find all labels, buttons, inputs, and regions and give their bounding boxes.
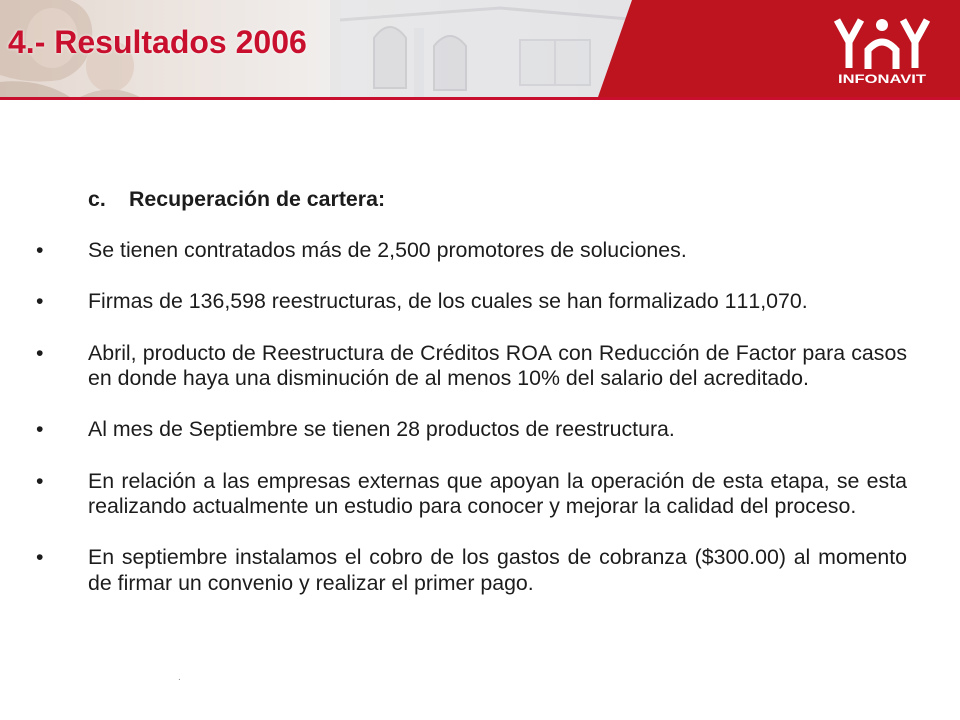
bullet-marker: • xyxy=(36,417,44,442)
bullet-item xyxy=(0,341,907,392)
logo-right-figure-icon xyxy=(903,20,927,68)
bullet-text: En relación a las empresas externas que apoyan la operación de esta etapa, se esta realizando actualmente un estudio para conocer y mejorar la calidad del proceso. xyxy=(88,468,907,519)
content xyxy=(0,187,960,622)
bullet-text: Firmas de 136,598 reestructuras, de los cuales se han formalizado 111,070. xyxy=(88,289,808,314)
header-divider xyxy=(0,97,960,100)
bullet-item xyxy=(0,417,907,443)
section-marker: c. xyxy=(88,187,106,211)
bullet-item xyxy=(0,238,907,264)
section-heading-text: Recuperación de cartera: xyxy=(129,187,386,211)
photo-building xyxy=(330,0,640,97)
bullet-text: Abril, producto de Reestructura de Créditos ROA con Reducción de Factor para casos en donde haya una disminución de al menos 10% del salario del acreditado. xyxy=(88,340,907,391)
bullet-text: Se tienen contratados más de 2,500 promotores de soluciones. xyxy=(88,238,687,263)
bullet-marker: • xyxy=(36,468,44,493)
infonavit-logo xyxy=(832,14,932,90)
bullet-item xyxy=(0,289,907,315)
section-heading xyxy=(0,187,960,213)
bullet-item xyxy=(0,545,907,596)
bullet-marker: • xyxy=(36,545,44,570)
bullet-text: En septiembre instalamos el cobro de los gastos de cobranza ($300.00) al momento de firmar un convenio y realizar el primer pago. xyxy=(88,545,907,595)
logo-left-figure-icon xyxy=(837,20,861,68)
header xyxy=(0,0,960,97)
bullet-marker: • xyxy=(36,238,44,263)
logo-middle-figure-icon xyxy=(868,42,896,69)
bullet-marker: • xyxy=(36,289,44,314)
bullet-marker: • xyxy=(36,340,44,365)
bullet-list xyxy=(0,238,960,596)
footer-mark: . xyxy=(178,672,181,683)
bullet-item xyxy=(0,469,907,520)
logo-text: INFONAVIT xyxy=(838,72,927,86)
page-title: 4.- Resultados 2006 xyxy=(8,24,307,60)
logo-head-icon xyxy=(876,19,888,31)
bullet-text: Al mes de Septiembre se tienen 28 productos de reestructura. xyxy=(88,417,675,442)
